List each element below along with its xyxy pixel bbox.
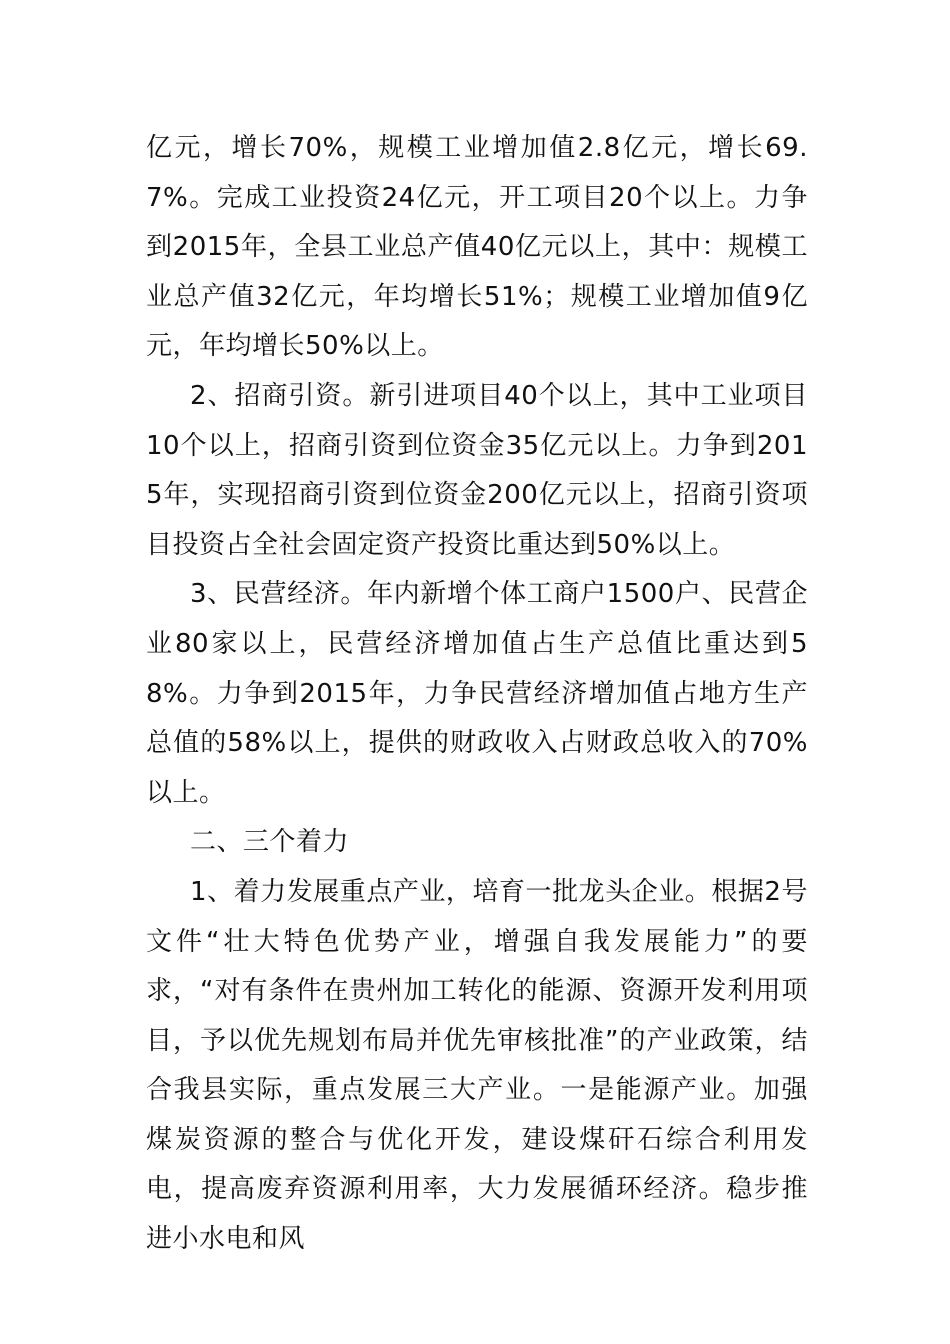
paragraph-key-industries: 1、着力发展重点产业，培育一批龙头企业。根据2号文件“壮大特色优势产业，增强自我发展能力”的要求，“对有条件在贵州加工转化的能源、资源开发利用项目，予以优先规划布局并优先审核批准”的产业政策，结合我县实际，重点发展三大产业。一是能源产业。加强煤炭资源的整合与优化开发，建设煤矸石综合利用发电，提高废弃资源利用率，大力发展循环经济。稳步推进小水电和风 [146,876,808,1255]
paragraph-industry-targets: 亿元，增长70%，规模工业增加值2.8亿元，增长69.7%。完成工业投资24亿元，开工项目20个以上。力争到2015年，全县工业总产值40亿元以上，其中：规模工业总产值32亿元，年均增长51%；规模工业增加值9亿元，年均增长50%以上。 [146,133,808,362]
section-heading-three-focuses: 二、三个着力 [190,827,350,858]
paragraph-private-economy: 3、民营经济。年内新增个体工商户1500户、民营企业80家以上，民营经济增加值占生产总值比重达到58%。力争到2015年，力争民营经济增加值占地方生产总值的58%以上，提供的财政收入占财政总收入的70%以上。 [146,579,808,808]
paragraph-investment-attraction: 2、招商引资。新引进项目40个以上，其中工业项目10个以上，招商引资到位资金35亿元以上。力争到2015年，实现招商引资到位资金200亿元以上，招商引资项目投资占全社会固定资产投资比重达到50%以上。 [146,380,808,560]
document-page [146,124,808,1265]
